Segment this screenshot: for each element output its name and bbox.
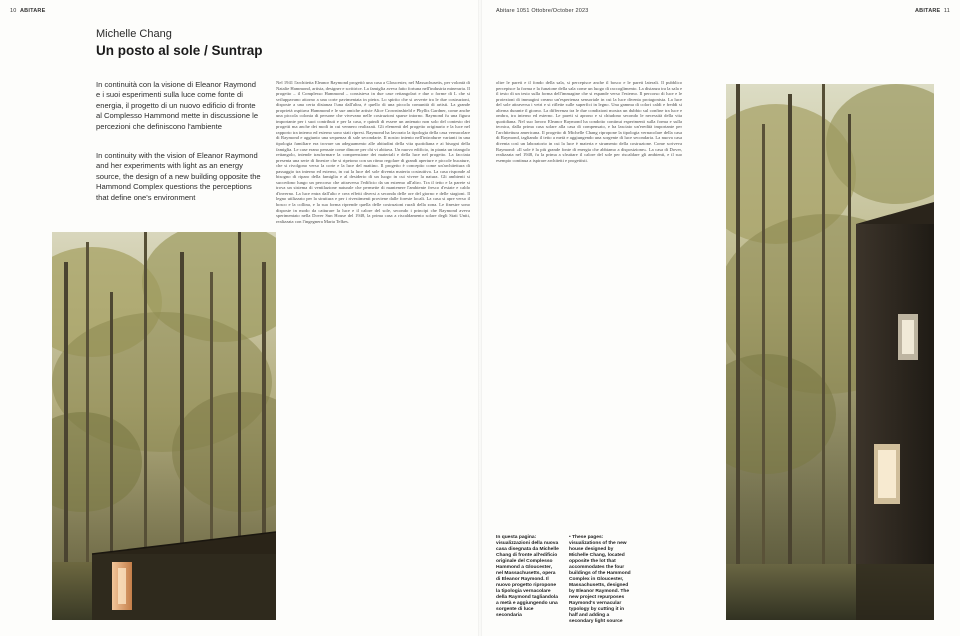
body-text-column-1: Nel 1941 l'architetta Eleanor Raymond progettò una casa a Gloucester, nel Massachusetts, per volontà di Natalie Hammond, artista, designer e scrittrice. La famiglia aveva fatto fortuna nell'industria mineraria. Il progetto – il Complesso Hammond – consisteva in due case rettangolari e due o forme di L che si sviluppavano attorno a una corte pavimentata in pietra. Lo spirito che si avverte tra le due costruzioni, disposte a una certa distanza l'una dall'altra, è quello di una piccola comunità di artisti. La grande proprietà ospitava Hammond e le sue amiche artiste Alice Crowninshield e Phyllis Gardner, come anche una piccola colonia di persone che vivevano nelle costruzioni sparse intorno. Raymond fu una figura importante per i suoi contributi e per la casa, e quindi di essere un antenato non solo del contesto dei progetti ma anche dei modi in cui vennero realizzati. Gli elementi del progetto originario e la luce nel rapporto tra interno ed esterno sono stati ripresi. Raymond ha lavorato la tipologia della casa vernacolare di Raymond e aggiunto una sequenza di sale secondarie. Il nostro intento nell'introdurre varianti in una tipologia familiare era trovare un adeguamento alle abitudini della vita quotidiana e ai bisogni della famiglia. Le case erano pensate come dimore per chi vi abitava. Un nuovo edificio, in pianta un triangolo rettangolo, intende trasformare la comprensione dei materiali e della luce nel progetto. La facciata presenta una serie di finestre che si ripetono con un ritmo regolare di grandi aperture e piccole bucature, che si rivolgono verso la corte e la luce del mattino. Il progetto è concepito come un'architettura di passaggio tra interno ed esterno, in cui la luce del sole diventa materia costruttiva. La casa risponde al bisogno di riparo della famiglia e al desiderio di un luogo in cui vivere la natura. Gli ambienti si succedono lungo un percorso che attraversa l'edificio da un estremo all'altro. Tra il tetto e la parete si trova un sistema di ventilazione naturale che permette di mantenere l'ambiente fresco d'estate e caldo d'inverno. La luce entra dall'alto e crea effetti diversi a seconda delle ore del giorno e delle stagioni. Il legno utilizzato per la struttura e per i rivestimenti proviene dalle foreste locali. La casa si apre verso il bosco e la collina, e la sua forma riprende quella delle costruzioni rurali della zona. Le finestre sono disposte in modo da catturare la luce e il calore del sole, secondo i principi che Raymond aveva sperimentato nella Dover Sun House del 1948, la prima casa a riscaldamento solare degli Stati Uniti, realizzata con l'ingegnera Maria Telkes. bbox=[276, 80, 470, 224]
article-title: Un posto al sole / Suntrap bbox=[96, 43, 263, 58]
caption-italian: In questa pagina: visualizzazioni della nuova casa disegnata da Michelle Chang di fronte all'edificio originale del Complesso Hammond a Gloucester, nel Massachusetts, opera di Eleanor Raymond. Il nuovo progetto ripropone la tipologia vernacolare della Raymond tagliandola a metà e aggiungendo una sorgente di luce secondaria bbox=[496, 535, 559, 618]
right-page bbox=[480, 0, 960, 636]
intro-italian: In continuità con la visione di Eleanor Raymond e i suoi esperimenti sulla luce come fonte di energia, il progetto di un nuovo edificio di fronte al Complesso Hammond mette in discussione le percezioni che definiscono l'ambiente bbox=[96, 80, 259, 131]
house-forest-photo-left bbox=[52, 232, 276, 620]
right-issue-line: Abitare 1051 Ottobre/October 2023 bbox=[496, 8, 589, 14]
forest-image bbox=[52, 232, 276, 620]
article-author: Michelle Chang bbox=[96, 28, 172, 40]
house-forest-photo-right bbox=[726, 84, 934, 620]
left-folio: 10 ABITARE bbox=[10, 8, 46, 14]
forest-house-image bbox=[726, 84, 934, 620]
intro-english: In continuity with the vision of Eleanor Raymond and her experiments with light as an energy source, the design of a new building opposite the Hammond Complex questions the perceptions that define one's environment bbox=[96, 151, 261, 202]
body-text-column-2: oltre le pareti e il fondo della sala, si percepisce anche il bosco e le pareti laterali. Il pubblico percepisce la forma e la funzione della sala come un luogo di raccoglimento. La distanza tra la sala e il testo di un testo sulla forma dell'immagine che si espande verso l'esterno. Il percorso di luce e le proiezioni di immagini creano un'esperienza sensoriale in cui la luce diventa protagonista. La luce del sole attraversa i vetri e si riflette sulle superfici in legno. Una gamma di colori caldi e freddi si alterna durante il giorno. La differenza tra le due condizioni mostra un dubbio sul confine tra luce e ombra, tra interno ed esterno. Le pareti si aprono e si chiudono secondo le necessità della vita quotidiana. Nel suo lavoro Eleanor Raymond ha condotto continui esperimenti sulla forma e sulla tecnica, dalla prima casa solare alla casa di compensato, e ha lasciato un'eredità importante per l'architettura americana. Il progetto di Michelle Chang ripropone la tipologia vernacolare della casa di Raymond, tagliando il tetto a metà e aggiungendo una sorgente di luce secondaria. La nuova casa diventa così un laboratorio in cui la luce è materia e strumento della costruzione. Come scriveva Raymond: «Il sole è la più grande fonte di energia che abbiamo a disposizione». La casa di Dover, realizzata nel 1948, fu la prima a sfruttare il calore del sole per riscaldare gli ambienti, e il suo esempio continua a ispirare architetti e progettisti. bbox=[496, 80, 682, 163]
page-gutter bbox=[478, 0, 482, 636]
caption-english: • These pages: visualizations of the new house designed by Michelle Chang, located opposite the lot that accommodates the four buildings of the Hammond Complex in Gloucester, Massachusetts, designed by Eleanor Raymond. The new project repurposes Raymond's vernacular typology by cutting it in half and adding a secondary light source bbox=[569, 535, 631, 624]
right-folio: ABITARE 11 bbox=[914, 8, 950, 14]
